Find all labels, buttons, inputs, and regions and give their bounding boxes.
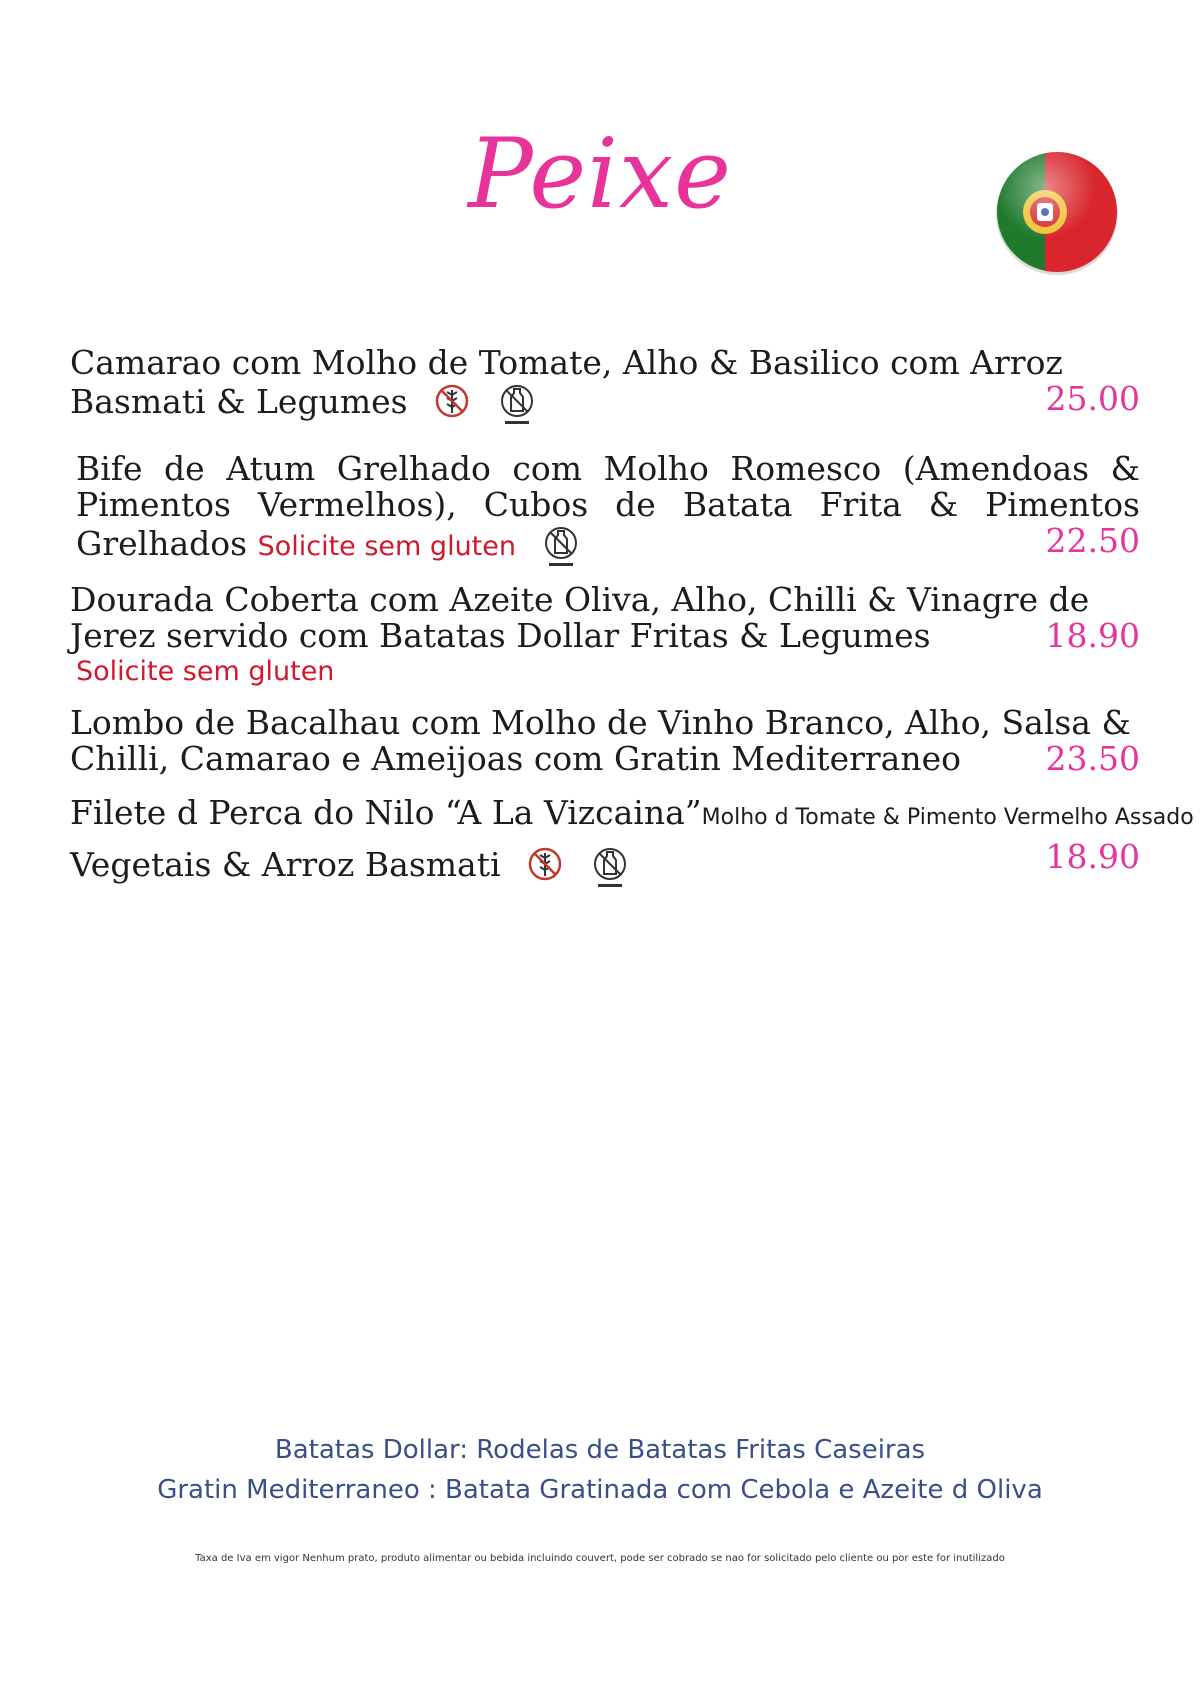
- gluten-free-note: Solicite sem gluten: [76, 656, 335, 687]
- gluten-free-icon: [432, 381, 472, 427]
- item-price: 23.50: [1045, 739, 1140, 778]
- item-price: 25.00: [1045, 379, 1140, 418]
- item-name-line: Grelhados: [76, 524, 248, 563]
- item-name-line: Filete d Perca do Nilo “A La Vizcaina”: [70, 793, 702, 832]
- item-name-line: Bife de Atum Grelhado com Molho Romesco (Amendoas &: [76, 449, 1140, 488]
- gluten-free-icon: [525, 844, 565, 890]
- item-name-line: Vegetais & Arroz Basmati: [70, 845, 501, 884]
- item-name-line: Dourada Coberta com Azeite Oliva, Alho, Chilli & Vinagre de: [70, 580, 1090, 619]
- footnote-gratin: Gratin Mediterraneo : Batata Gratinada com Cebola e Azeite d Oliva: [157, 1475, 1043, 1505]
- lactose-free-icon: [590, 844, 630, 890]
- item-name-line: Lombo de Bacalhau com Molho de Vinho Branco, Alho, Salsa &: [70, 703, 1131, 742]
- item-name-line: Basmati & Legumes: [70, 382, 408, 421]
- item-price: 22.50: [1045, 521, 1140, 560]
- menu-item: [70, 793, 1194, 890]
- lactose-free-icon: [497, 381, 537, 427]
- item-name-line: Jerez servido com Batatas Dollar Fritas & Legumes: [70, 616, 931, 655]
- item-price: 18.90: [1045, 837, 1140, 876]
- gluten-free-note: Solicite sem gluten: [257, 531, 516, 562]
- item-name-line: Chilli, Camarao e Ameijoas com Gratin Mediterraneo: [70, 739, 961, 778]
- footer-notes: [0, 1430, 1200, 1510]
- menu-item: [70, 345, 1140, 427]
- page-title: Peixe: [468, 118, 732, 230]
- menu-item: [76, 451, 1140, 569]
- lactose-free-icon: [541, 523, 581, 569]
- portugal-flag-icon: [993, 148, 1121, 276]
- item-name-line: Pimentos Vermelhos), Cubos de Batata Frita & Pimentos: [76, 485, 1140, 524]
- legal-notice: Taxa de Iva em vigor Nenhum prato, produto alimentar ou bebida incluindo couvert, pode ser cobrado se nao for solicitado pelo cliente ou por este for inutilizado: [195, 1553, 1005, 1564]
- item-sauce-description: Molho d Tomate & Pimento Vermelho Assado: [701, 805, 1194, 830]
- footnote-batatas-dollar: Batatas Dollar: Rodelas de Batatas Fritas Caseiras: [274, 1435, 926, 1465]
- item-name-line: Camarao com Molho de Tomate, Alho & Basilico com Arroz: [70, 343, 1063, 382]
- menu-item: [70, 582, 1140, 690]
- item-price: 18.90: [1045, 616, 1140, 655]
- menu-item: [70, 705, 1140, 777]
